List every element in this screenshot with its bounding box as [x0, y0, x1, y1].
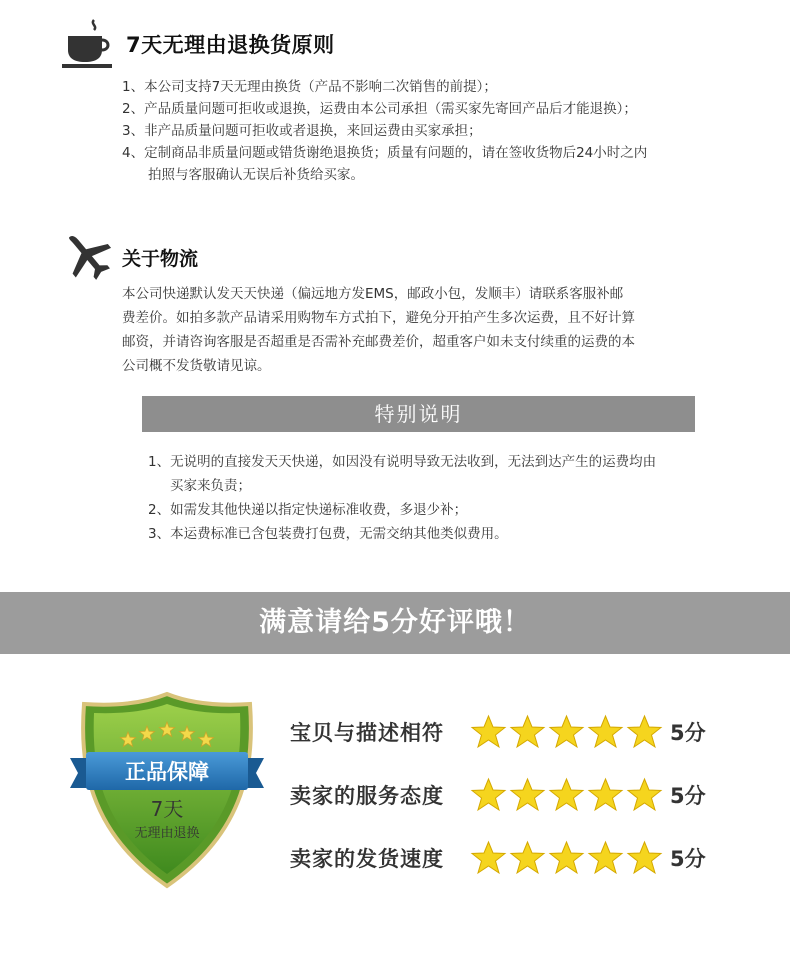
rating-row — [290, 700, 730, 763]
star-icon — [626, 714, 663, 750]
rating-score: 5分 — [670, 846, 706, 871]
rating-row — [290, 763, 730, 826]
rating-score: 5分 — [670, 720, 706, 745]
return-policy-list — [122, 76, 740, 186]
logistics-line: 邮资，并请咨询客服是否超重是否需补充邮费差价，超重客户如未支付续重的运费的本 — [122, 334, 635, 350]
star-icon — [509, 840, 546, 876]
star-icon — [587, 714, 624, 750]
list-item: 1、本公司支持7天无理由换货（产品不影响二次销售的前提）； — [122, 79, 497, 95]
logistics-line: 公司概不发货敬请见谅。 — [122, 358, 271, 374]
return-policy-title: 7天无理由退换货原则 — [126, 33, 335, 57]
rating-stars — [470, 777, 666, 813]
badge-ribbon-text: 正品保障 — [125, 760, 209, 784]
star-icon — [626, 777, 663, 813]
list-item: 拍照与客服确认无误后补货给买家。 — [148, 167, 364, 183]
list-item: 2、产品质量问题可拒收或退换，运费由本公司承担（需买家先寄回产品后才能退换）； — [122, 101, 637, 117]
star-icon — [509, 714, 546, 750]
star-icon — [587, 840, 624, 876]
list-item: 3、非产品质量问题可拒收或者退换，来回运费由买家承担； — [122, 123, 482, 139]
rating-label: 卖家的服务态度 — [290, 783, 444, 808]
return-policy-header — [60, 14, 740, 74]
rating-stars — [470, 840, 666, 876]
rating-stars — [470, 714, 666, 750]
logistics-header — [60, 228, 700, 282]
rating-score: 5分 — [670, 783, 706, 808]
list-item: 4、定制商品非质量问题或错货谢绝退换货；质量有问题的，请在签收货物后24小时之内 — [122, 145, 648, 161]
return-policy-section — [60, 14, 740, 186]
review-banner: 满意请给5分好评哦！ — [0, 592, 790, 654]
star-icon — [626, 840, 663, 876]
special-note-list — [148, 450, 708, 546]
star-icon — [548, 714, 585, 750]
star-icon — [470, 714, 507, 750]
logistics-text — [122, 282, 682, 378]
star-icon — [470, 840, 507, 876]
ratings-panel — [290, 700, 730, 889]
badge-days-text: 7天 — [150, 797, 184, 821]
rating-row — [290, 826, 730, 889]
star-icon — [548, 777, 585, 813]
special-note-bar: 特别说明 — [142, 396, 695, 432]
rating-label: 卖家的发货速度 — [290, 846, 444, 871]
rating-label: 宝贝与描述相符 — [290, 720, 444, 745]
list-item: 2、如需发其他快递以指定快递标准收费，多退少补； — [148, 502, 468, 518]
list-item: 3、本运费标准已含包装费打包费，无需交纳其他类似费用。 — [148, 526, 508, 542]
coffee-cup-icon — [60, 16, 116, 72]
logistics-section — [60, 228, 700, 378]
list-item: 买家来负责； — [170, 478, 251, 494]
star-icon — [470, 777, 507, 813]
logistics-title: 关于物流 — [122, 247, 199, 270]
logistics-line: 本公司快递默认发天天快递（偏远地方发EMS，邮政小包，发顺丰）请联系客服补邮 — [122, 286, 624, 302]
genuine-guarantee-badge — [62, 690, 272, 890]
star-icon — [587, 777, 624, 813]
star-icon — [509, 777, 546, 813]
logistics-line: 费差价。如拍多款产品请采用购物车方式拍下，避免分开拍产生多次运费，且不好计算 — [122, 310, 635, 326]
airplane-icon — [60, 228, 114, 282]
list-item: 1、无说明的直接发天天快递，如因没有说明导致无法收到，无法到达产生的运费均由 — [148, 454, 657, 470]
badge-subtitle-text: 无理由退换 — [134, 826, 200, 841]
star-icon — [548, 840, 585, 876]
